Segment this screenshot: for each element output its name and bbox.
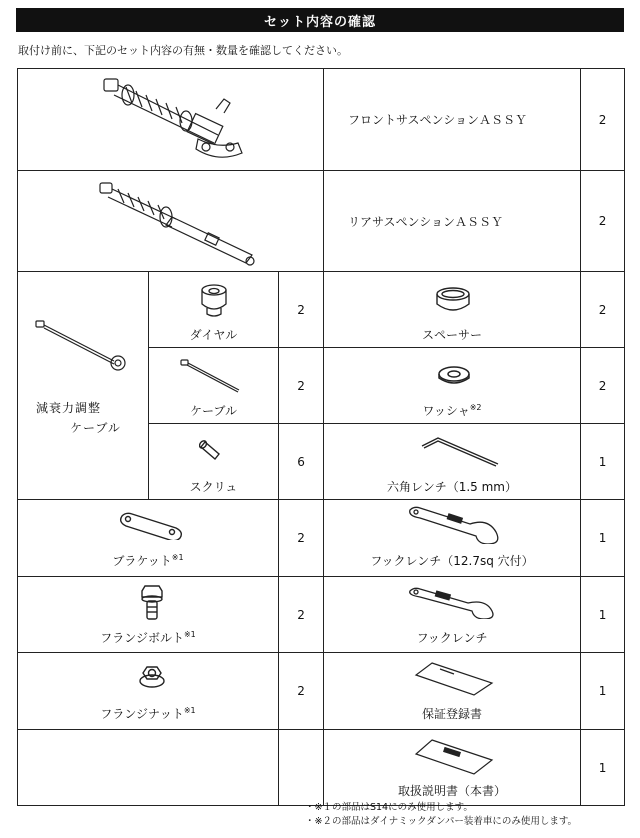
flange-bolt-label (18, 629, 278, 646)
hook-wrench-holed-illustration (408, 504, 500, 544)
front-suspension-qty: 2 (581, 69, 625, 171)
flange-nut-note-mark: ※1 (183, 706, 196, 715)
cable-illustration (179, 358, 245, 394)
table-row (18, 272, 625, 348)
cable-group-label-2: ケーブル (70, 421, 121, 435)
rear-suspension-name-cell (324, 171, 581, 272)
screw-cell (149, 424, 279, 500)
washer-illustration (436, 364, 472, 388)
spacer-label: スペーサー (422, 328, 483, 342)
front-suspension-image-cell (18, 69, 324, 171)
spacer-illustration (434, 286, 472, 314)
bracket-note-mark: ※1 (171, 553, 184, 562)
spacer-cell (324, 272, 581, 348)
bracket-qty: 2 (279, 500, 324, 577)
flange-nut-qty: 2 (279, 653, 324, 730)
warranty-qty: 1 (581, 653, 625, 730)
rear-suspension-illustration (96, 177, 266, 267)
bracket-name: ブラケット (112, 554, 172, 568)
manual-qty: 1 (581, 730, 625, 806)
dial-label: ダイヤル (189, 328, 238, 342)
cable-cell (149, 348, 279, 424)
manual-illustration (414, 738, 494, 776)
table-row (18, 653, 625, 730)
washer-qty: 2 (581, 348, 625, 424)
flange-bolt-qty: 2 (279, 577, 324, 653)
dial-qty: 2 (279, 272, 324, 348)
flange-nut-name: フランジナット (100, 707, 184, 721)
flange-nut-label (18, 705, 278, 722)
section-header (16, 8, 624, 32)
rear-suspension-image-cell (18, 171, 324, 272)
hex-wrench-qty: 1 (581, 424, 625, 500)
intro-text: 取付け前に、下記のセット内容の有無・数量を確認してください。 (18, 44, 348, 57)
flange-nut-illustration (138, 663, 166, 691)
table-row (18, 500, 625, 577)
hook-wrench-holed-qty: 1 (581, 500, 625, 577)
damping-cable-illustration (34, 317, 128, 373)
hook-wrench-holed-cell (324, 500, 581, 577)
hook-wrench-qty: 1 (581, 577, 625, 653)
front-suspension-name-cell (324, 69, 581, 171)
dial-cell (149, 272, 279, 348)
flange-bolt-cell (18, 577, 279, 653)
washer-name: ワッシャ (422, 404, 470, 418)
hook-wrench-cell (324, 577, 581, 653)
front-suspension-illustration (98, 73, 258, 167)
empty-cell (18, 730, 279, 806)
hex-wrench-illustration (420, 434, 500, 470)
cable-label: ケーブル (190, 404, 237, 418)
spacer-qty: 2 (581, 272, 625, 348)
hex-wrench-cell (324, 424, 581, 500)
table-row (18, 69, 625, 171)
parts-table (17, 68, 625, 806)
rear-suspension-qty: 2 (581, 171, 625, 272)
footnote-1: ・※１の部品はS14にのみ使用します。 (305, 802, 473, 813)
empty-qty-cell (279, 730, 324, 806)
screw-label: スクリュ (189, 480, 238, 494)
screw-illustration (199, 436, 227, 462)
table-row (18, 730, 625, 806)
washer-note-mark: ※2 (469, 403, 482, 412)
front-suspension-label: フロントサスペンションＡＳＳＹ (348, 113, 527, 127)
manual-label: 取扱説明書（本書） (398, 784, 507, 798)
rear-suspension-label: リアサスペンションＡＳＳＹ (348, 214, 503, 229)
flange-bolt-illustration (140, 583, 164, 623)
flange-nut-cell (18, 653, 279, 730)
bracket-label (18, 552, 278, 569)
bracket-cell (18, 500, 279, 577)
table-row (18, 171, 625, 272)
warranty-cell (324, 653, 581, 730)
footnote-2: ・※２の部品はダイナミックダンパー装着車にのみ使用します。 (305, 816, 578, 827)
screw-qty: 6 (279, 424, 324, 500)
section-title: セット内容の確認 (263, 14, 376, 30)
flange-bolt-name: フランジボルト (100, 631, 184, 645)
washer-cell (324, 348, 581, 424)
footnotes (305, 801, 577, 829)
washer-label (324, 402, 580, 419)
dial-illustration (199, 282, 229, 318)
hook-wrench-holed-label: フックレンチ（12.7sq 穴付） (370, 554, 534, 568)
bracket-illustration (116, 510, 186, 540)
hex-wrench-label: 六角レンチ（1.5 mm） (387, 480, 517, 494)
warranty-label: 保証登録書 (422, 707, 483, 721)
warranty-card-illustration (414, 661, 494, 697)
cable-group-cell (18, 272, 149, 500)
cable-qty: 2 (279, 348, 324, 424)
cable-group-label-1: 減衰力調整 (36, 401, 102, 415)
table-row (18, 577, 625, 653)
flange-bolt-note-mark: ※1 (183, 630, 196, 639)
hook-wrench-illustration (408, 585, 498, 619)
hook-wrench-label: フックレンチ (416, 631, 488, 645)
manual-cell (324, 730, 581, 806)
